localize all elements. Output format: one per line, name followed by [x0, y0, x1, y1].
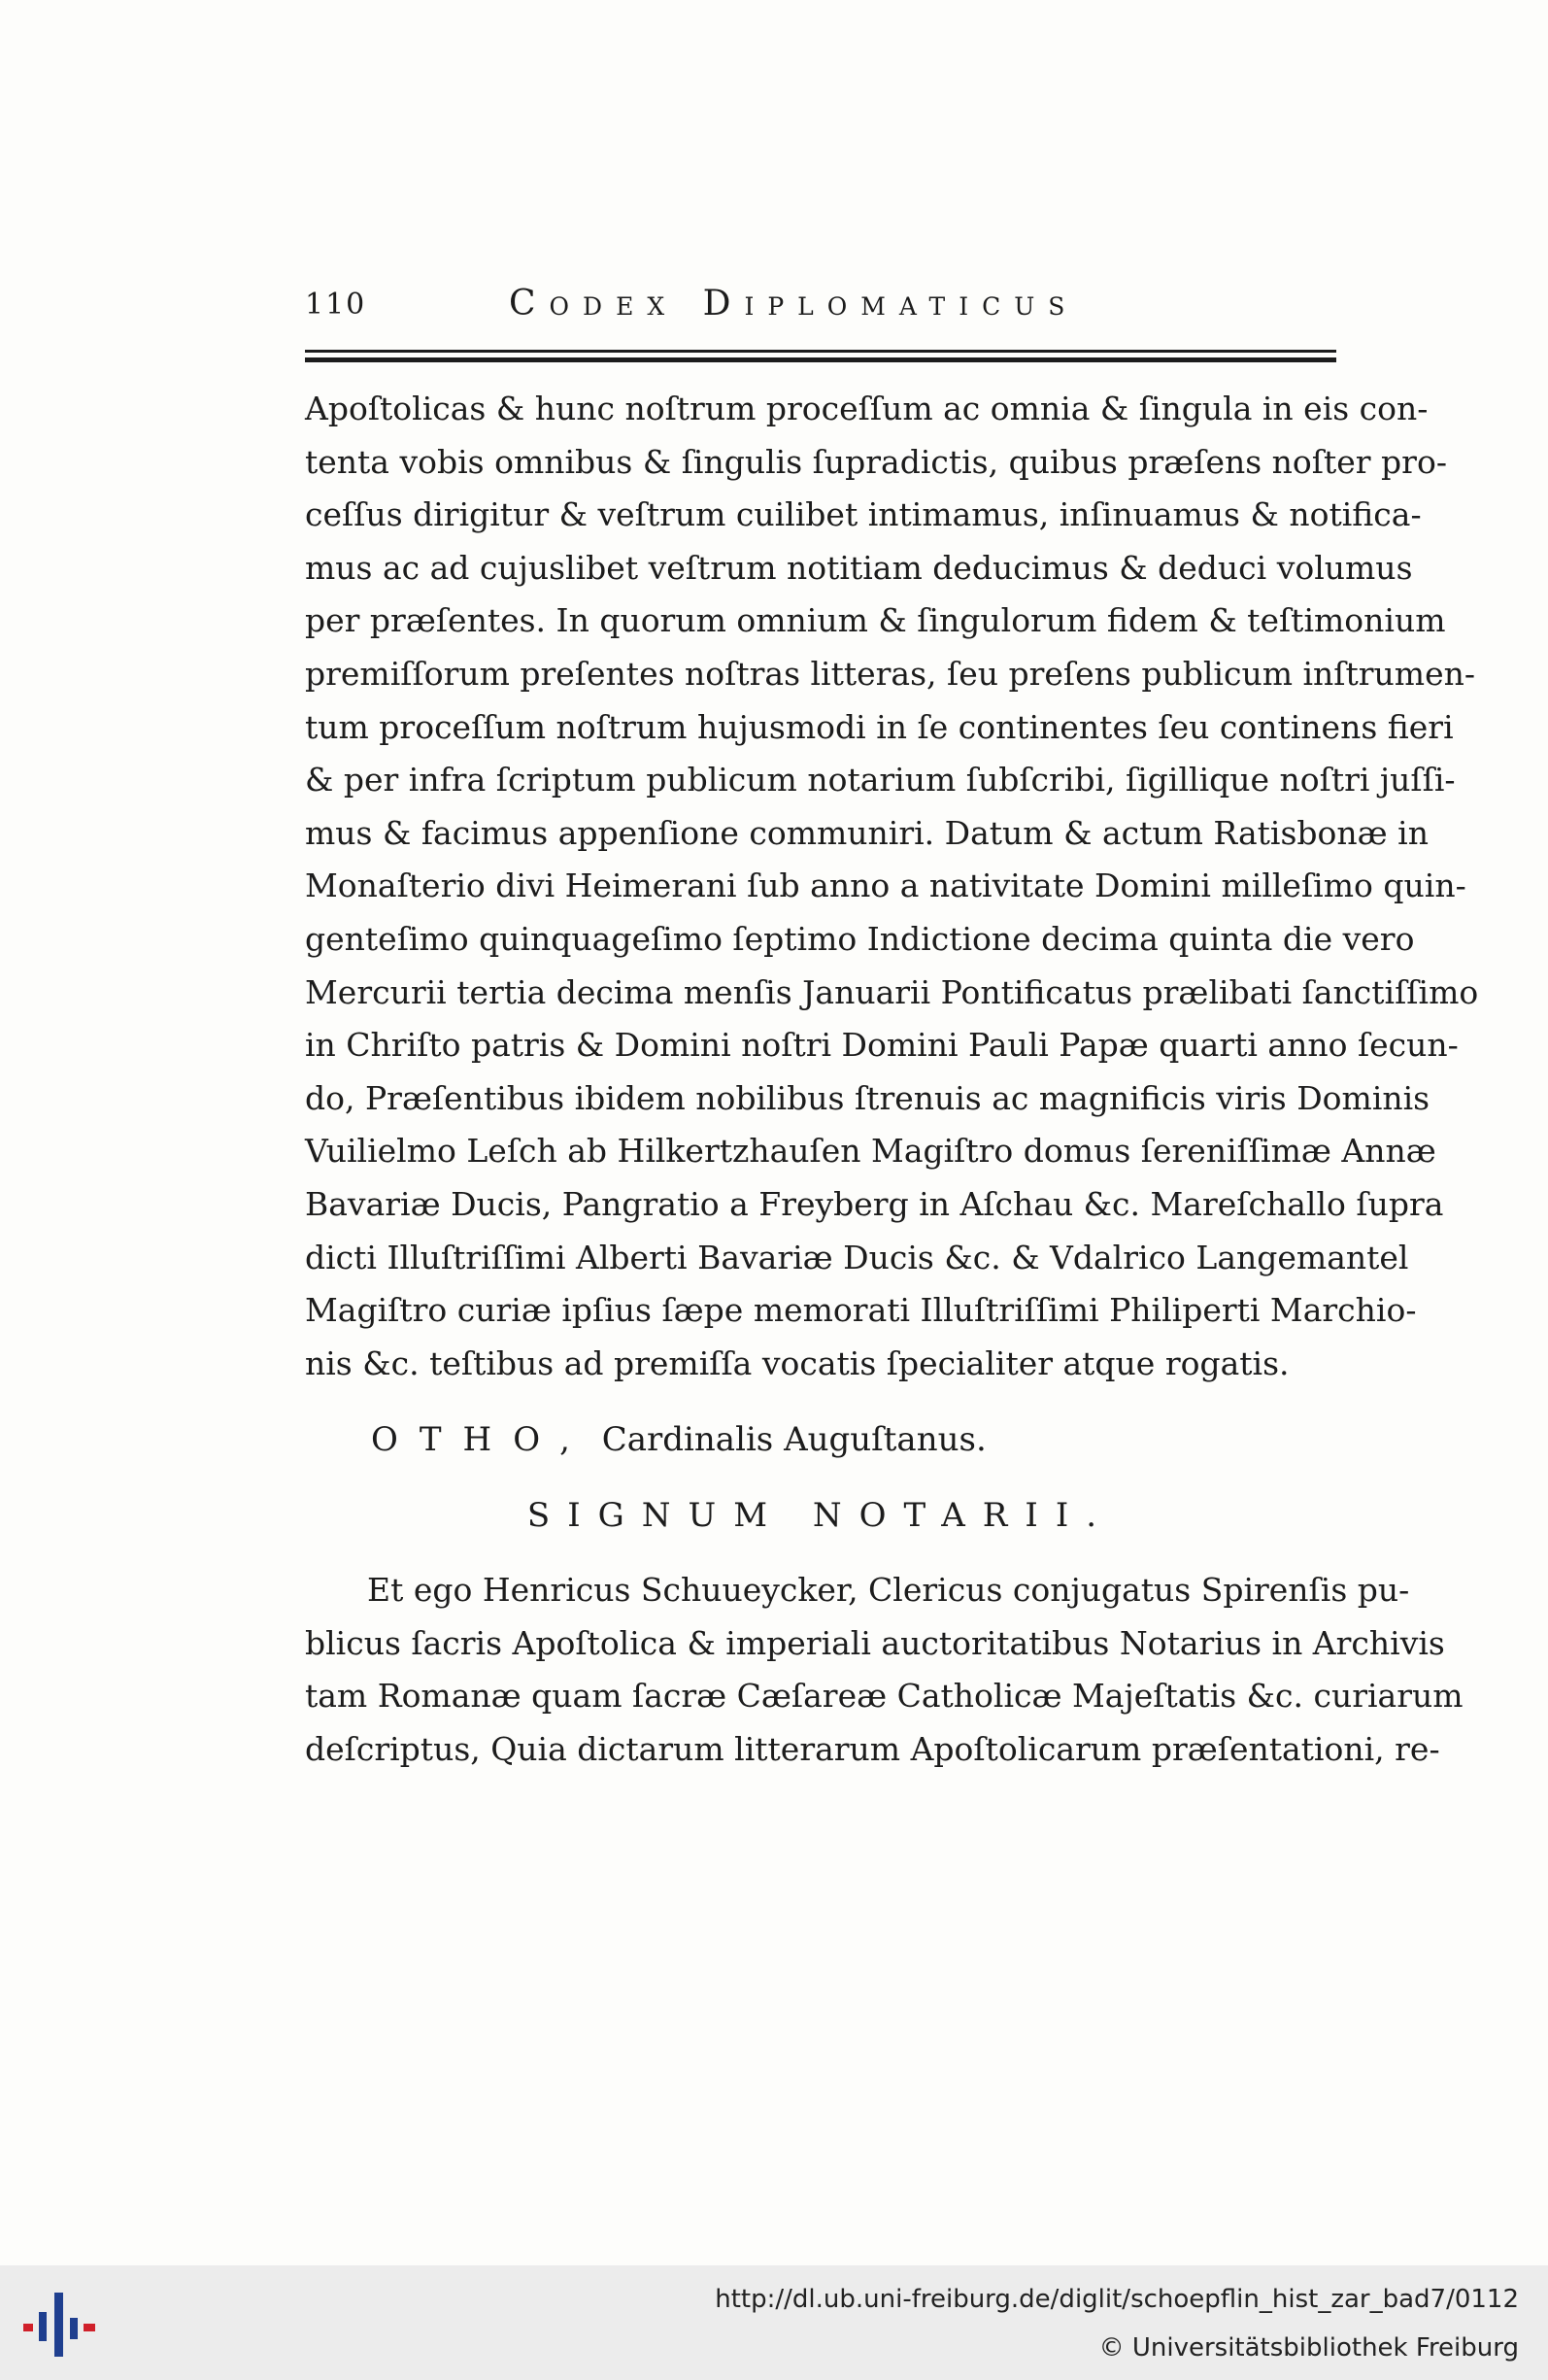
header-rule-thin [305, 350, 1336, 353]
main-text-block [305, 383, 1479, 1390]
viewer-footer [0, 2265, 1548, 2380]
text-line: tenta vobis omnibus & ſingulis ſupradictis, quibus præſens noſter pro- [305, 442, 1447, 481]
text-line: Vuilielmo Leſch ab Hilkertzhauſen Magiſtro domus ſereniſſimæ Annæ [305, 1132, 1436, 1171]
text-line: mus ac ad cujuslibet veſtrum notitiam deducimus & deduci volumus [305, 548, 1413, 587]
source-url-link[interactable]: http://dl.ub.uni-freiburg.de/diglit/schoepflin_hist_zar_bad7/0112 [715, 2285, 1519, 2314]
text-line: tam Romanæ quam ſacræ Cæſareæ Catholicæ Majeſtatis &c. curiarum [305, 1677, 1464, 1716]
text-line: mus & facimus appenſione communiri. Datum & actum Ratisbonæ in [305, 813, 1429, 852]
text-line: blicus ſacris Apoſtolica & imperiali auctoritatibus Notarius in Archivis [305, 1623, 1445, 1662]
text-line: Et ego Henricus Schuueycker, Clericus conjugatus Spirenſis pu- [367, 1571, 1410, 1609]
notary-text-block [305, 1564, 1464, 1776]
signum-heading: SIGNUM NOTARII. [526, 1496, 1115, 1535]
ub-freiburg-logo-icon [21, 2289, 99, 2361]
text-line: & per infra ſcriptum publicum notarium ſubſcribi, ſigillique noſtri juſſi- [305, 761, 1456, 799]
text-line: ceſſus dirigitur & veſtrum cuilibet intimamus, inſinuamus & notifica- [305, 495, 1422, 534]
text-line: in Chriſto patris & Domini noſtri Domini Pauli Papæ quarti anno ſecun- [305, 1026, 1459, 1065]
text-line: Monaſterio divi Heimerani ſub anno a nativitate Domini milleſimo quin- [305, 867, 1466, 905]
signatory-name: OTHO, [371, 1420, 591, 1459]
text-line: Mercurii tertia decima menſis Januarii Pontificatus prælibati ſanctiſſimo [305, 972, 1479, 1011]
text-line: Apoſtolicas & hunc noſtrum proceſſum ac omnia & ſingula in eis con- [305, 390, 1429, 427]
text-line: Bavariæ Ducis, Pangratio a Freyberg in Aſchau &c. Mareſchallo ſupra [305, 1184, 1444, 1223]
text-line: dicti Illuſtriſſimi Alberti Bavariæ Ducis &c. & Vdalrico Langemantel [305, 1238, 1409, 1276]
header-rule-thick [305, 357, 1336, 362]
text-line: do, Præſentibus ibidem nobilibus ſtrenuis ac magnificis viris Dominis [305, 1078, 1430, 1117]
text-line: Magiſtro curiæ ipſius ſæpe memorati Illuſtriſſimi Philiperti Marchio- [305, 1291, 1417, 1330]
signatory-title: Cardinalis Auguſtanus. [601, 1420, 987, 1459]
text-line: deſcriptus, Quia dictarum litterarum Apoſtolicarum præſentationi, re- [305, 1729, 1440, 1768]
text-line: per præſentes. In quorum omnium & ſingulorum fidem & teſtimonium [305, 601, 1446, 640]
running-title: Codex Diplomaticus [509, 284, 1079, 323]
text-line: genteſimo quinquageſimo ſeptimo Indictione decima quinta die vero [305, 919, 1415, 958]
copyright-text: © Universitätsbibliothek Freiburg [1098, 2333, 1519, 2363]
text-line: premiſſorum preſentes noſtras litteras, ſeu preſens publicum inſtrumen- [305, 654, 1476, 693]
text-line-last: nis &c. teſtibus ad premiſſa vocatis ſpecialiter atque rogatis. [305, 1343, 1290, 1382]
text-line: tum proceſſum noſtrum hujusmodi in ſe continentes ſeu continens fieri [305, 707, 1454, 746]
signature-line [371, 1420, 987, 1459]
page-header [305, 284, 1336, 332]
page-number: 110 [305, 288, 367, 322]
